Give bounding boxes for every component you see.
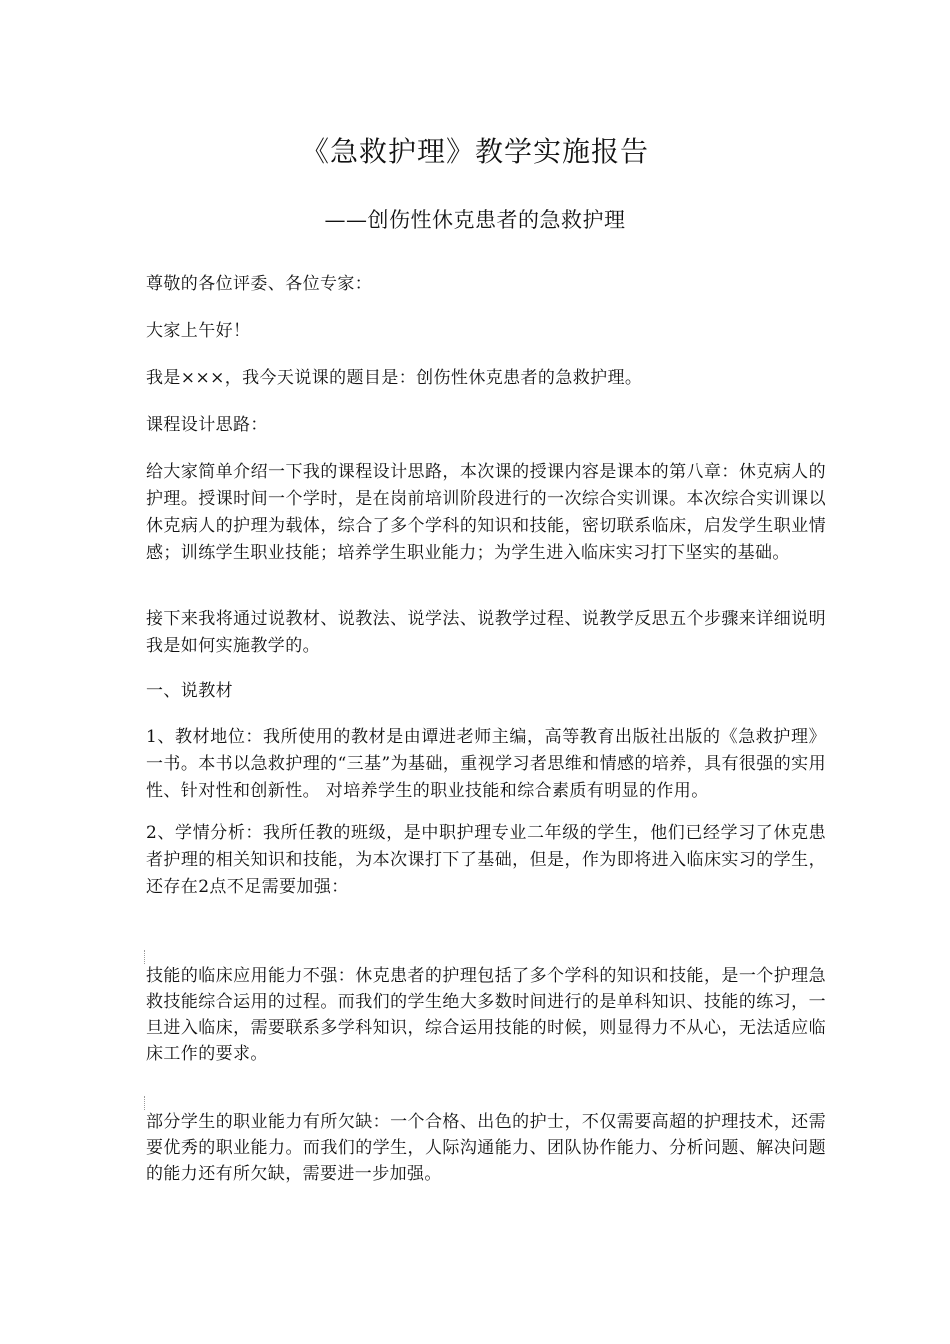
textbook-position-paragraph: 1、教材地位：我所使用的教材是由谭进老师主编，高等教育出版社出版的《急救护理》一书。本书以急救护理的“三基”为基础，重视学习者思维和情感的培养，具有很强的实用性、针对性和创新性。 对培养学生的职业技能和综合素质有明显的作用。 bbox=[146, 727, 826, 801]
design-paragraph: 给大家简单介绍一下我的课程设计思路，本次课的授课内容是课本的第八章：休克病人的护理。授课时间一个学时，是在岗前培训阶段进行的一次综合实训课。本次综合实训课以休克病人的护理为载体，综合了多个学科的知识和技能，密切联系临床，启发学生职业情感；训练学生职业技能；培养学生职业能力；为学生进入临床实习打下坚实的基础。 bbox=[146, 462, 826, 563]
greeting-paragraph: 尊敬的各位评委、各位专家： bbox=[146, 274, 373, 294]
paragraph-marker bbox=[144, 950, 147, 964]
steps-paragraph: 接下来我将通过说教材、说教法、说学法、说教学过程、说教学反思五个步骤来详细说明我是如何实施教学的。 bbox=[146, 609, 826, 656]
document-subtitle: ——创伤性休克患者的急救护理 bbox=[324, 208, 626, 232]
document-title: 《急救护理》教学实施报告 bbox=[300, 135, 649, 168]
paragraph-marker bbox=[144, 1096, 147, 1110]
student-analysis-paragraph: 2、学情分析：我所任教的班级，是中职护理专业二年级的学生，他们已经学习了休克患者护理的相关知识和技能，为本次课打下了基础，但是，作为即将进入临床实习的学生，还存在2点不足需要加强： bbox=[146, 823, 826, 897]
weakness-ability-paragraph: 部分学生的职业能力有所欠缺：一个合格、出色的护士，不仅需要高超的护理技术，还需要优秀的职业能力。而我们的学生，人际沟通能力、团队协作能力、分析问题、解决问题的能力还有所欠缺，需要进一步加强。 bbox=[146, 1112, 826, 1184]
intro-paragraph: 我是×××，我今天说课的题目是：创伤性休克患者的急救护理。 bbox=[146, 368, 643, 388]
weakness-skill-paragraph: 技能的临床应用能力不强：休克患者的护理包括了多个学科的知识和技能，是一个护理急救技能综合运用的过程。而我们的学生绝大多数时间进行的是单科知识、技能的练习，一旦进入临床，需要联系多学科知识，综合运用技能的时候，则显得力不从心，无法适应临床工作的要求。 bbox=[146, 966, 826, 1064]
section-heading-textbook: 一、说教材 bbox=[146, 681, 233, 701]
salutation-paragraph: 大家上午好！ bbox=[146, 321, 251, 341]
section-heading-design: 课程设计思路： bbox=[146, 415, 268, 435]
